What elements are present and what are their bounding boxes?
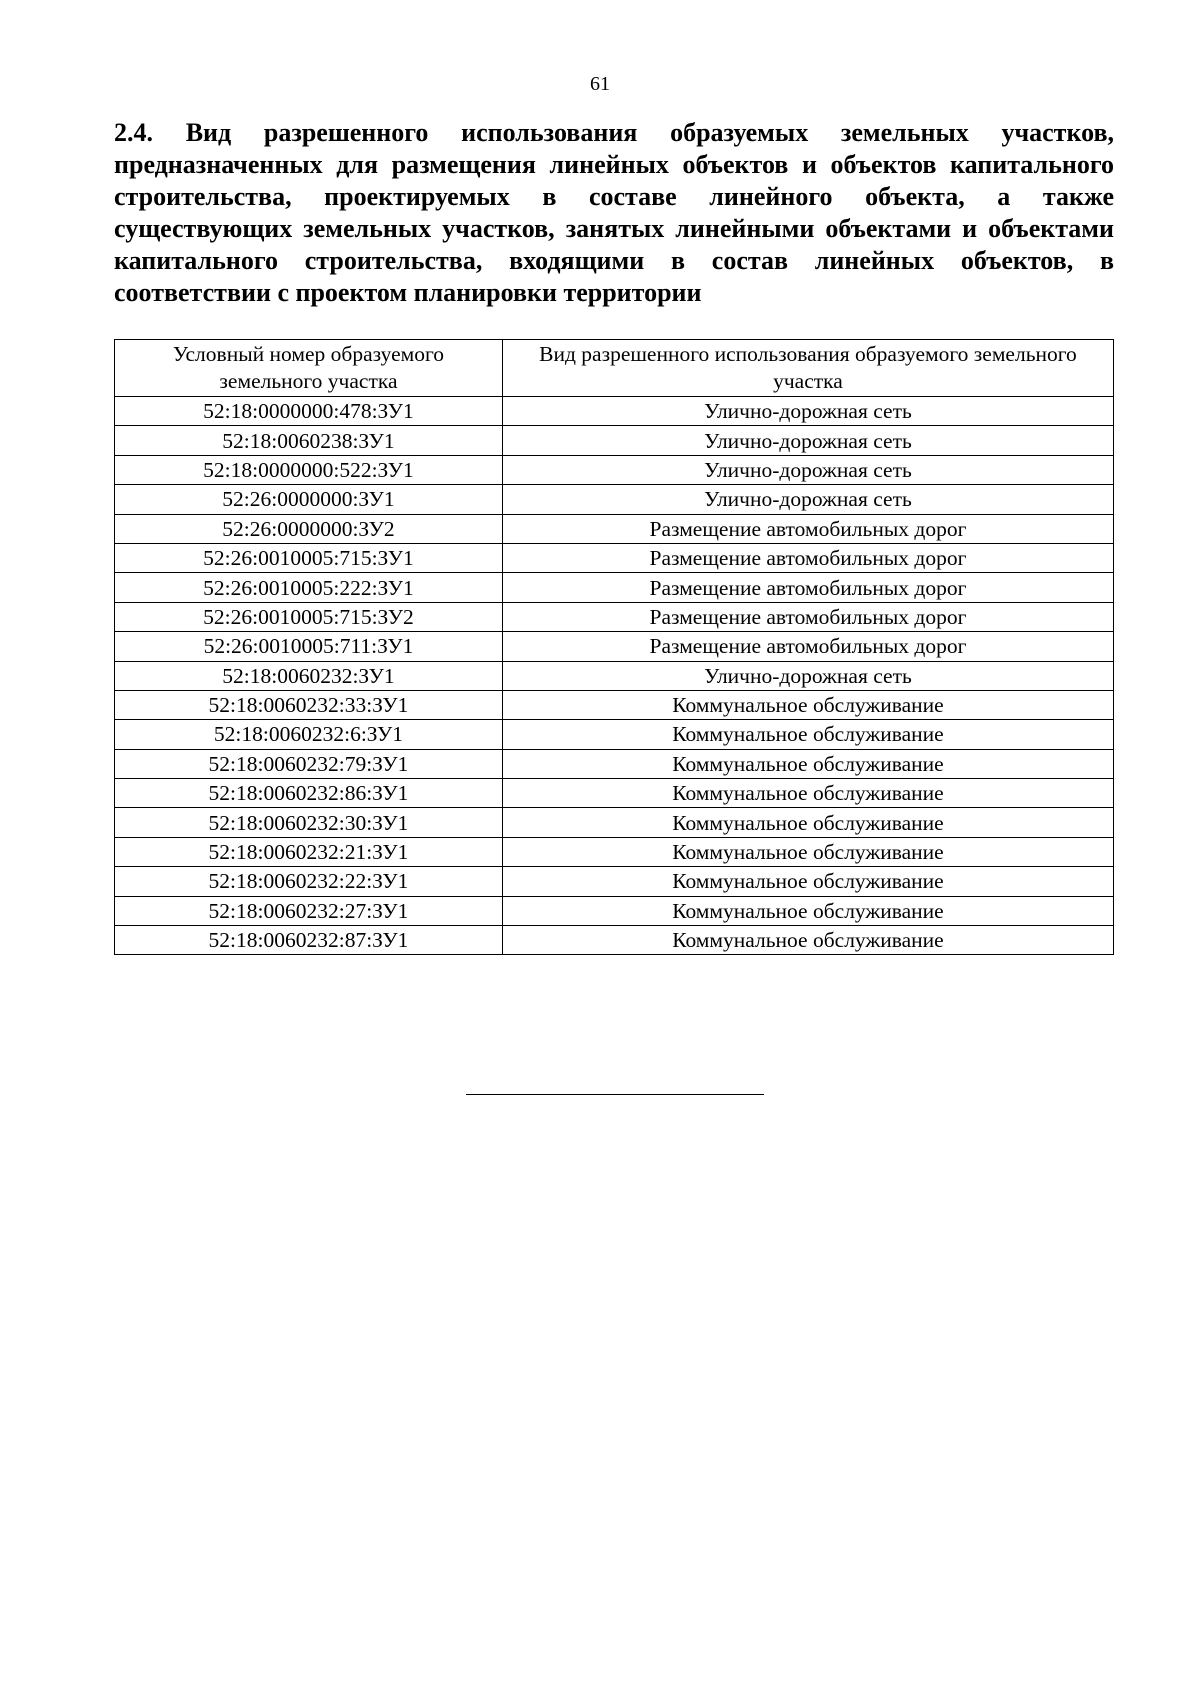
plot-number-cell: 52:26:0010005:715:ЗУ1 xyxy=(115,543,503,572)
plot-number-cell: 52:26:0010005:222:ЗУ1 xyxy=(115,573,503,602)
permitted-use-cell: Улично-дорожная сеть xyxy=(502,455,1113,484)
table-header xyxy=(115,340,1114,397)
table-row xyxy=(115,749,1114,778)
permitted-use-cell: Размещение автомобильных дорог xyxy=(502,514,1113,543)
plot-number-cell: 52:18:0060232:87:ЗУ1 xyxy=(115,926,503,955)
footer-divider xyxy=(466,1094,764,1095)
table-row xyxy=(115,720,1114,749)
table-row xyxy=(115,632,1114,661)
permitted-use-cell: Размещение автомобильных дорог xyxy=(502,573,1113,602)
table-row xyxy=(115,926,1114,955)
permitted-use-cell: Улично-дорожная сеть xyxy=(502,397,1113,426)
table-row xyxy=(115,867,1114,896)
permitted-use-cell: Улично-дорожная сеть xyxy=(502,426,1113,455)
table-body xyxy=(115,397,1114,955)
plot-number-cell: 52:18:0060232:6:ЗУ1 xyxy=(115,720,503,749)
plot-number-cell: 52:26:0010005:715:ЗУ2 xyxy=(115,602,503,631)
table-row xyxy=(115,602,1114,631)
table-row xyxy=(115,485,1114,514)
table-row xyxy=(115,690,1114,719)
table-row xyxy=(115,837,1114,866)
plot-number-cell: 52:26:0000000:ЗУ2 xyxy=(115,514,503,543)
plot-number-cell: 52:18:0060232:79:ЗУ1 xyxy=(115,749,503,778)
table-row xyxy=(115,779,1114,808)
header-permitted-use: Вид разрешенного использования образуемого земельного участка xyxy=(502,340,1113,397)
permitted-use-cell: Размещение автомобильных дорог xyxy=(502,602,1113,631)
table-row xyxy=(115,661,1114,690)
plot-number-cell: 52:18:0000000:522:ЗУ1 xyxy=(115,455,503,484)
permitted-use-cell: Размещение автомобильных дорог xyxy=(502,632,1113,661)
permitted-use-cell: Коммунальное обслуживание xyxy=(502,896,1113,925)
plot-number-cell: 52:18:0060238:ЗУ1 xyxy=(115,426,503,455)
plot-number-cell: 52:18:0060232:86:ЗУ1 xyxy=(115,779,503,808)
permitted-use-cell: Размещение автомобильных дорог xyxy=(502,543,1113,572)
permitted-use-cell: Коммунальное обслуживание xyxy=(502,926,1113,955)
permitted-use-cell: Коммунальное обслуживание xyxy=(502,808,1113,837)
table-header-row xyxy=(115,340,1114,397)
plot-number-cell: 52:26:0010005:711:ЗУ1 xyxy=(115,632,503,661)
permitted-use-cell: Улично-дорожная сеть xyxy=(502,661,1113,690)
table-row xyxy=(115,397,1114,426)
plot-number-cell: 52:18:0060232:21:ЗУ1 xyxy=(115,837,503,866)
permitted-use-cell: Коммунальное обслуживание xyxy=(502,779,1113,808)
plot-number-cell: 52:26:0000000:ЗУ1 xyxy=(115,485,503,514)
table-row xyxy=(115,514,1114,543)
table-row xyxy=(115,896,1114,925)
header-plot-number: Условный номер образуемого земельного участка xyxy=(115,340,503,397)
plot-number-cell: 52:18:0060232:30:ЗУ1 xyxy=(115,808,503,837)
table-row xyxy=(115,455,1114,484)
plot-number-cell: 52:18:0060232:27:ЗУ1 xyxy=(115,896,503,925)
plot-number-cell: 52:18:0060232:22:ЗУ1 xyxy=(115,867,503,896)
permitted-use-cell: Коммунальное обслуживание xyxy=(502,720,1113,749)
plot-number-cell: 52:18:0060232:ЗУ1 xyxy=(115,661,503,690)
plot-number-cell: 52:18:0060232:33:ЗУ1 xyxy=(115,690,503,719)
permitted-use-cell: Коммунальное обслуживание xyxy=(502,690,1113,719)
land-use-table xyxy=(114,339,1114,955)
section-heading: 2.4. Вид разрешенного использования образуемых земельных участков, предназначенных для размещения линейных объектов и объектов капитального строительства, проектируемых в составе линейного объекта, а также существующих земельных участков, занятых линейными объектами и объектами капитального строительства, входящими в состав линейных объектов, в соответствии с проектом планировки территории xyxy=(114,118,1114,307)
permitted-use-cell: Коммунальное обслуживание xyxy=(502,837,1113,866)
permitted-use-cell: Коммунальное обслуживание xyxy=(502,749,1113,778)
permitted-use-cell: Улично-дорожная сеть xyxy=(502,485,1113,514)
plot-number-cell: 52:18:0000000:478:ЗУ1 xyxy=(115,397,503,426)
table-row xyxy=(115,573,1114,602)
table-row xyxy=(115,808,1114,837)
table-row xyxy=(115,426,1114,455)
page-number: 61 xyxy=(590,73,610,95)
table-row xyxy=(115,543,1114,572)
permitted-use-cell: Коммунальное обслуживание xyxy=(502,867,1113,896)
